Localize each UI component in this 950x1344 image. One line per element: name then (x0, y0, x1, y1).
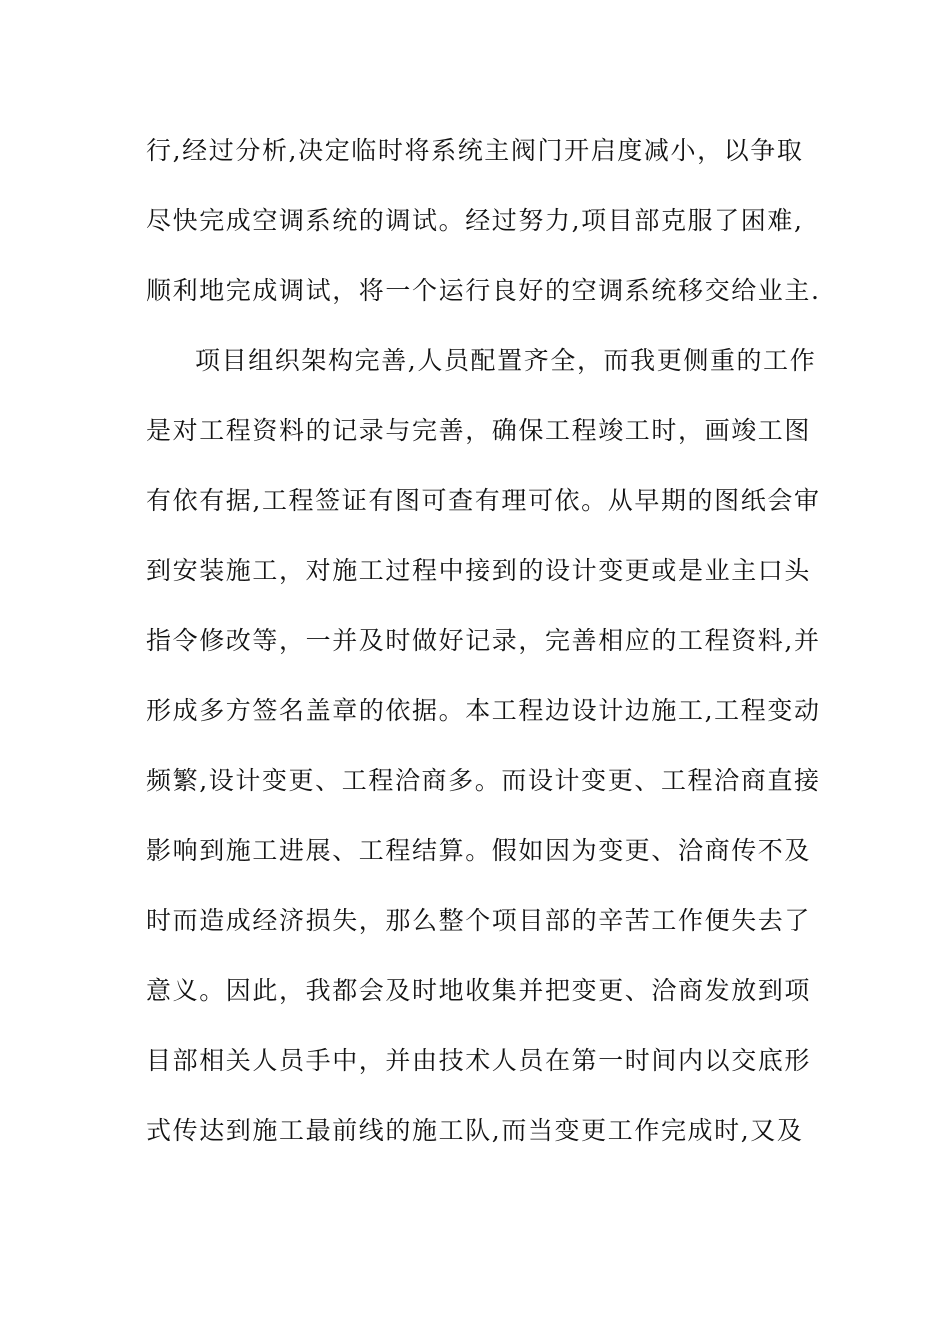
text-line: 行,经过分析,决定临时将系统主阀门开启度减小，以争取 (146, 136, 804, 165)
text-line: 意义。因此，我都会及时地收集并把变更、洽商发放到项 (146, 976, 812, 1005)
text-line: 频繁,设计变更、工程洽商多。而设计变更、工程洽商直接 (146, 766, 821, 795)
text-line: 形成多方签名盖章的依据。本工程边设计边施工,工程变动 (146, 696, 821, 725)
text-line: 式传达到施工最前线的施工队,而当变更工作完成时,又及 (146, 1116, 804, 1145)
text-line: 尽快完成空调系统的调试。经过努力,项目部克服了困难, (146, 206, 804, 235)
paragraph-first-line: 项目组织架构完善,人员配置齐全，而我更侧重的工作 (195, 346, 817, 375)
text-line: 有依有据,工程签证有图可查有理可依。从早期的图纸会审 (146, 486, 821, 515)
text-line: 是对工程资料的记录与完善，确保工程竣工时，画竣工图 (146, 416, 812, 445)
text-line: 顺利地完成调试，将一个运行良好的空调系统移交给业主. (146, 276, 821, 305)
text-line: 到安装施工，对施工过程中接到的设计变更或是业主口头 (146, 556, 812, 585)
text-line: 影响到施工进展、工程结算。假如因为变更、洽商传不及 (146, 836, 812, 865)
text-line: 时而造成经济损失，那么整个项目部的辛苦工作便失去了 (146, 906, 812, 935)
text-line: 目部相关人员手中，并由技术人员在第一时间内以交底形 (146, 1046, 812, 1075)
text-line: 指令修改等，一并及时做好记录，完善相应的工程资料,并 (146, 626, 821, 655)
body-text (146, 128, 821, 1178)
